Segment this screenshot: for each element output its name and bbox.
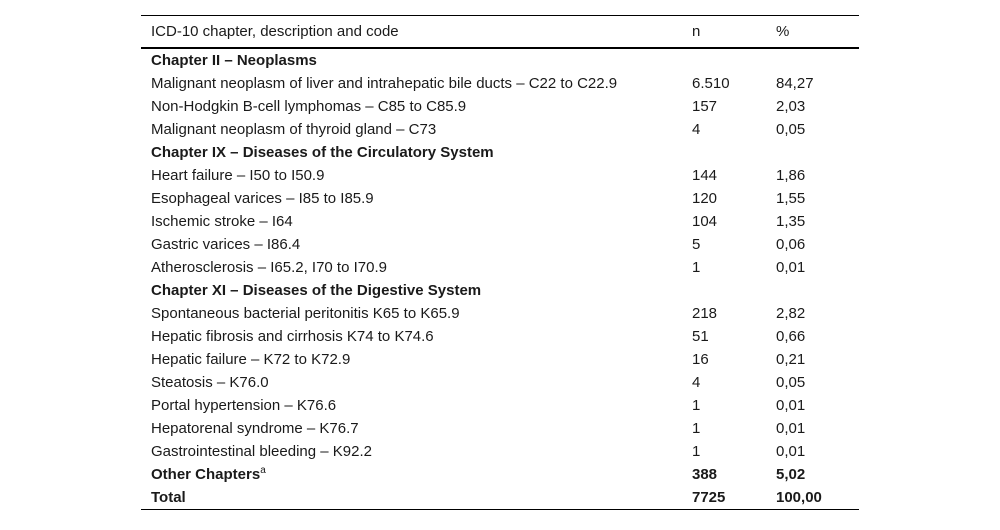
cell-pct: 1,55 — [776, 190, 806, 207]
cell-description — [141, 233, 682, 256]
table-row — [141, 325, 859, 348]
table-row — [141, 348, 859, 371]
table-row — [141, 210, 859, 233]
cell-description — [141, 210, 682, 233]
cell-description — [141, 279, 682, 302]
cell-pct: 0,01 — [776, 397, 806, 414]
table-header — [141, 16, 859, 49]
table-body — [141, 48, 859, 510]
cell-pct: 2,82 — [776, 305, 806, 322]
cell-pct: 0,01 — [776, 420, 806, 437]
cell-n: 388 — [692, 466, 718, 483]
table-row — [141, 187, 859, 210]
description-text: Ischemic stroke – I64 — [151, 213, 293, 230]
cell-description — [141, 463, 682, 486]
cell-n: 1 — [692, 397, 701, 414]
description-text: Total — [151, 489, 186, 506]
cell-n: 144 — [692, 167, 718, 184]
description-text: Hepatic fibrosis and cirrhosis K74 to K74.6 — [151, 328, 434, 345]
table-row — [141, 95, 859, 118]
description-text: Chapter II – Neoplasms — [151, 52, 317, 69]
cell-description — [141, 141, 682, 164]
table-row — [141, 256, 859, 279]
cell-pct: 0,01 — [776, 443, 806, 460]
cell-pct: 1,86 — [776, 167, 806, 184]
cell-pct: 0,06 — [776, 236, 806, 253]
cell-description — [141, 95, 682, 118]
footnote-marker: a — [260, 465, 266, 476]
icd10-table-container — [141, 15, 859, 510]
cell-n — [682, 279, 766, 302]
cell-pct: 2,03 — [776, 98, 806, 115]
cell-n: 157 — [692, 98, 718, 115]
cell-n — [682, 141, 766, 164]
cell-description — [141, 187, 682, 210]
cell-n: 4 — [692, 121, 701, 138]
table-row — [141, 164, 859, 187]
header-row — [141, 16, 859, 49]
table-row — [141, 440, 859, 463]
cell-description — [141, 348, 682, 371]
description-text: Atherosclerosis – I65.2, I70 to I70.9 — [151, 259, 387, 276]
cell-n: 120 — [692, 190, 718, 207]
cell-description — [141, 72, 682, 95]
cell-description — [141, 48, 682, 72]
cell-n: 6.510 — [692, 75, 730, 92]
icd10-table — [141, 15, 859, 510]
cell-description — [141, 371, 682, 394]
header-n: n — [692, 23, 701, 40]
other-chapters-row — [141, 463, 859, 486]
description-text: Non-Hodgkin B-cell lymphomas – C85 to C85.9 — [151, 98, 467, 115]
description-text: Chapter XI – Diseases of the Digestive System — [151, 282, 482, 299]
description-text: Hepatic failure – K72 to K72.9 — [151, 351, 351, 368]
table-row — [141, 302, 859, 325]
cell-n: 5 — [692, 236, 701, 253]
description-text: Chapter IX – Diseases of the Circulatory System — [151, 144, 494, 161]
description-text: Malignant neoplasm of thyroid gland – C73 — [151, 121, 437, 138]
header-description: ICD-10 chapter, description and code — [151, 23, 399, 40]
cell-pct: 0,66 — [776, 328, 806, 345]
cell-n: 1 — [692, 443, 701, 460]
cell-description — [141, 302, 682, 325]
header-pct: % — [776, 23, 790, 40]
description-text: Gastrointestinal bleeding – K92.2 — [151, 443, 372, 460]
cell-pct: 0,05 — [776, 121, 806, 138]
table-row — [141, 394, 859, 417]
cell-n: 51 — [692, 328, 709, 345]
table-row — [141, 417, 859, 440]
cell-pct: 100,00 — [776, 489, 822, 506]
cell-n: 16 — [692, 351, 709, 368]
cell-description — [141, 417, 682, 440]
cell-n: 1 — [692, 259, 701, 276]
table-row — [141, 233, 859, 256]
table-row — [141, 72, 859, 95]
cell-pct: 0,01 — [776, 259, 806, 276]
cell-pct — [766, 48, 859, 72]
cell-n: 1 — [692, 420, 701, 437]
cell-description — [141, 440, 682, 463]
cell-description — [141, 256, 682, 279]
total-row — [141, 486, 859, 510]
cell-description — [141, 118, 682, 141]
description-text: Portal hypertension – K76.6 — [151, 397, 337, 414]
chapter-row — [141, 48, 859, 72]
cell-n: 104 — [692, 213, 718, 230]
cell-n — [682, 48, 766, 72]
table-row — [141, 371, 859, 394]
cell-pct: 1,35 — [776, 213, 806, 230]
cell-pct: 84,27 — [776, 75, 814, 92]
cell-n: 218 — [692, 305, 718, 322]
cell-n: 7725 — [692, 489, 726, 506]
chapter-row — [141, 141, 859, 164]
description-text: Malignant neoplasm of liver and intrahepatic bile ducts – C22 to C22.9 — [151, 75, 618, 92]
cell-pct: 0,05 — [776, 374, 806, 391]
cell-description — [141, 164, 682, 187]
cell-description — [141, 486, 682, 510]
description-text: Esophageal varices – I85 to I85.9 — [151, 190, 374, 207]
description-text: Gastric varices – I86.4 — [151, 236, 301, 253]
cell-pct: 0,21 — [776, 351, 806, 368]
description-text: Other Chapters — [151, 466, 261, 483]
description-text: Spontaneous bacterial peritonitis K65 to K65.9 — [151, 305, 460, 322]
cell-pct: 5,02 — [776, 466, 806, 483]
cell-pct — [766, 279, 859, 302]
description-text: Heart failure – I50 to I50.9 — [151, 167, 325, 184]
description-text: Steatosis – K76.0 — [151, 374, 269, 391]
cell-description — [141, 325, 682, 348]
table-row — [141, 118, 859, 141]
cell-pct — [766, 141, 859, 164]
description-text: Hepatorenal syndrome – K76.7 — [151, 420, 359, 437]
chapter-row — [141, 279, 859, 302]
cell-description — [141, 394, 682, 417]
cell-n: 4 — [692, 374, 701, 391]
